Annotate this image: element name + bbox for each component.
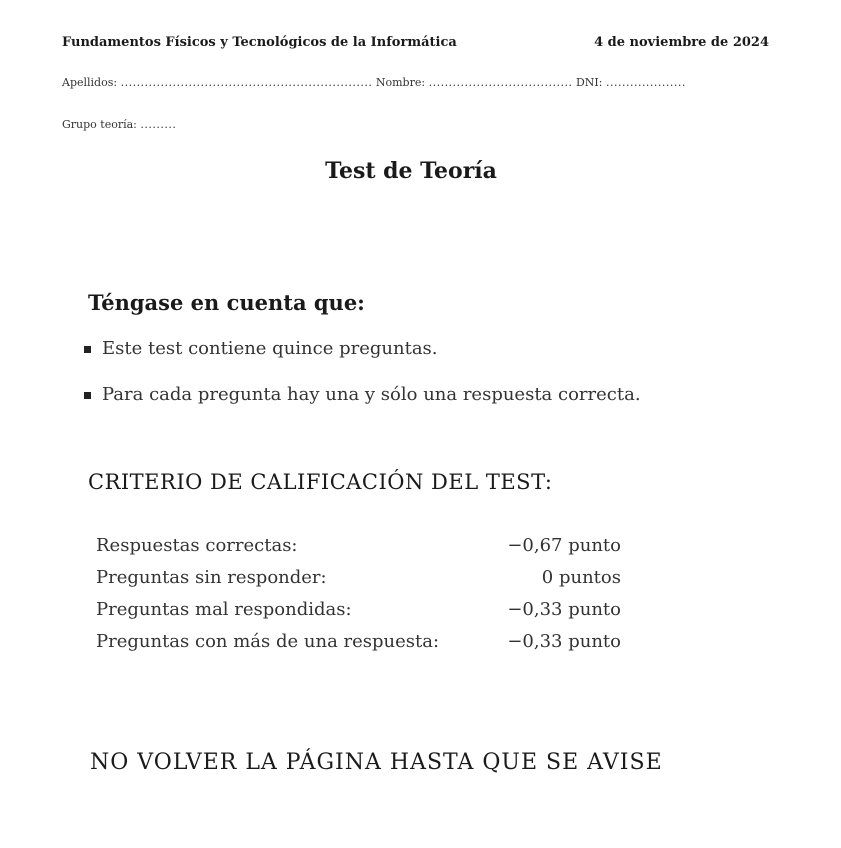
surname-label: Apellidos: [62, 76, 118, 89]
criteria-label: Preguntas sin responder: [96, 567, 327, 588]
name-blank: .................................... [428, 76, 573, 89]
group-label: Grupo teoría: [62, 118, 137, 131]
dni-label: DNI: [575, 76, 603, 89]
table-row [96, 535, 621, 567]
criteria-heading: CRITERIO DE CALIFICACIÓN DEL TEST: [88, 470, 553, 494]
group-line [62, 118, 176, 131]
criteria-table [96, 535, 621, 663]
page-title: Test de Teoría [325, 158, 497, 184]
student-info-line [62, 76, 686, 89]
list-item [84, 338, 641, 384]
criteria-value: −0,67 punto [507, 535, 621, 556]
table-row [96, 631, 621, 663]
criteria-value: 0 puntos [541, 567, 621, 588]
do-not-turn-warning: NO VOLVER LA PÁGINA HASTA QUE SE AVISE [90, 750, 663, 775]
note-text: Este test contiene quince preguntas. [102, 338, 438, 359]
criteria-value: −0,33 punto [507, 599, 621, 620]
criteria-label: Preguntas mal respondidas: [96, 599, 352, 620]
criteria-label: Preguntas con más de una respuesta: [96, 631, 440, 652]
table-row [96, 599, 621, 631]
note-text: Para cada pregunta hay una y sólo una respuesta correcta. [102, 384, 641, 405]
name-label: Nombre: [375, 76, 426, 89]
criteria-label: Respuestas correctas: [96, 535, 298, 556]
bullet-square-icon [84, 346, 91, 353]
list-item [84, 384, 641, 430]
notes-heading: Téngase en cuenta que: [88, 290, 365, 315]
table-row [96, 567, 621, 599]
group-blank: ......... [140, 118, 177, 131]
notes-list [84, 338, 641, 430]
criteria-value: −0,33 punto [507, 631, 621, 652]
exam-date: 4 de noviembre de 2024 [594, 35, 769, 50]
course-title: Fundamentos Físicos y Tecnológicos de la Informática [62, 35, 457, 50]
bullet-square-icon [84, 392, 91, 399]
surname-blank: ............................................................... [120, 76, 373, 89]
dni-blank: .................... [605, 76, 686, 89]
